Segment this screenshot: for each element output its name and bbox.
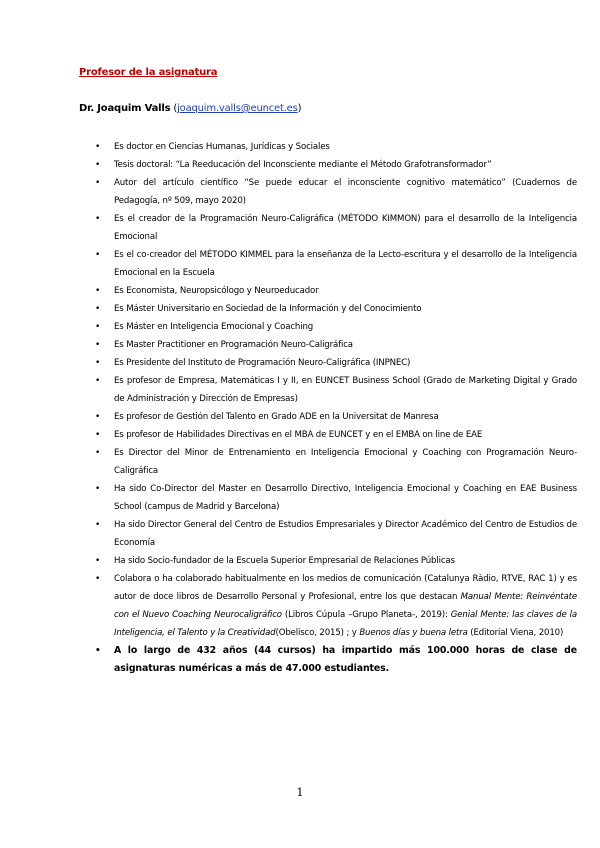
- list-item: • Es Máster Universitario en Sociedad de la Información y del Conocimiento: [85, 300, 577, 318]
- list-item: • Es el co-creador del MÉTODO KIMMEL para la enseñanza de la Lecto-escritura y el desarrollo de la Inteligencia Emocional en la Escuela: [85, 246, 577, 282]
- list-item: • Es Economista, Neuropsicólogo y Neuroeducador: [85, 282, 577, 300]
- credentials-list: [85, 138, 577, 678]
- list-item: • Es Máster en Inteligencia Emocional y Coaching: [85, 318, 577, 336]
- list-item: • Ha sido Socio-fundador de la Escuela Superior Empresarial de Relaciones Públicas: [85, 552, 577, 570]
- collab-text-2: (Libros Cúpula –Grupo Planeta-, 2019):: [281, 610, 451, 620]
- list-item: • Es profesor de Habilidades Directivas en el MBA de EUNCET y en el EMBA on line de EAE: [85, 426, 577, 444]
- list-item: • Ha sido Co-Director del Master en Desarrollo Directivo, Inteligencia Emocional y Coaching en EAE Business School (campus de Madrid y Barcelona): [85, 480, 577, 516]
- list-item: • Es Director del Minor de Entrenamiento en Inteligencia Emocional y Coaching con Programación Neuro-Caligráfica: [85, 444, 577, 480]
- section-heading: Profesor de la asignatura: [79, 67, 218, 78]
- collab-text-3: (Obelisco, 2015) ; y: [275, 628, 360, 638]
- page-number: 1: [296, 786, 304, 799]
- book-title-manual-mente: Manual Mente: Reinvéntate con el Nuevo Coaching Neurocaligráfico: [114, 592, 577, 620]
- list-item: • Es profesor de Empresa, Matemáticas I y II, en EUNCET Business School (Grado de Marketing Digital y Grado de Administración y Dirección de Empresas): [85, 372, 577, 408]
- list-item: • Tesis doctoral: “La Reeducación del Inconsciente mediante el Método Grafotransformador”: [85, 156, 577, 174]
- list-item: • Es Presidente del Instituto de Programación Neuro-Caligráfica (INPNEC): [85, 354, 577, 372]
- book-title-genial-mente: Genial Mente: las claves de la Inteligencia, el Talento y la Creatividad: [114, 610, 577, 638]
- author-paren-open: (: [170, 103, 178, 114]
- list-item: • Es profesor de Gestión del Talento en Grado ADE en la Universitat de Manresa: [85, 408, 577, 426]
- list-item: • Es Master Practitioner en Programación Neuro-Caligráfica: [85, 336, 577, 354]
- author-name: Dr. Joaquim Valls: [79, 103, 171, 114]
- author-line: [79, 103, 301, 114]
- list-item: • Es doctor en Ciencias Humanas, Jurídicas y Sociales: [85, 138, 577, 156]
- book-title-buenos-dias: Buenos días y buena letra: [359, 628, 468, 638]
- author-paren-close: ): [297, 103, 302, 114]
- collab-text-1: Colabora o ha colaborado habitualmente en los medios de comunicación (Catalunya Ràdio, RTVE, RAC 1) y es autor de doce libros de Desarrollo Personal y Profesional, entre los que destacan: [114, 574, 577, 602]
- list-item-teaching-summary: • A lo largo de 432 años (44 cursos) ha impartido más 100.000 horas de clase de asignaturas numéricas a más de 47.000 estudiantes.: [85, 642, 577, 678]
- author-email-link[interactable]: joaquim.valls@euncet.es: [177, 103, 298, 114]
- list-item: • Autor del artículo científico “Se puede educar el inconsciente cognitivo matemático” (Cuadernos de Pedagogía, nº 509, mayo 2020): [85, 174, 577, 210]
- collab-text-4: (Editorial Viena, 2010): [467, 628, 564, 638]
- list-item: • Es el creador de la Programación Neuro-Caligráfica (MÉTODO KIMMON) para el desarrollo de la Inteligencia Emocional: [85, 210, 577, 246]
- list-item: • Ha sido Director General del Centro de Estudios Empresariales y Director Académico del Centro de Estudios de Economía: [85, 516, 577, 552]
- list-item-media-books: [85, 570, 577, 642]
